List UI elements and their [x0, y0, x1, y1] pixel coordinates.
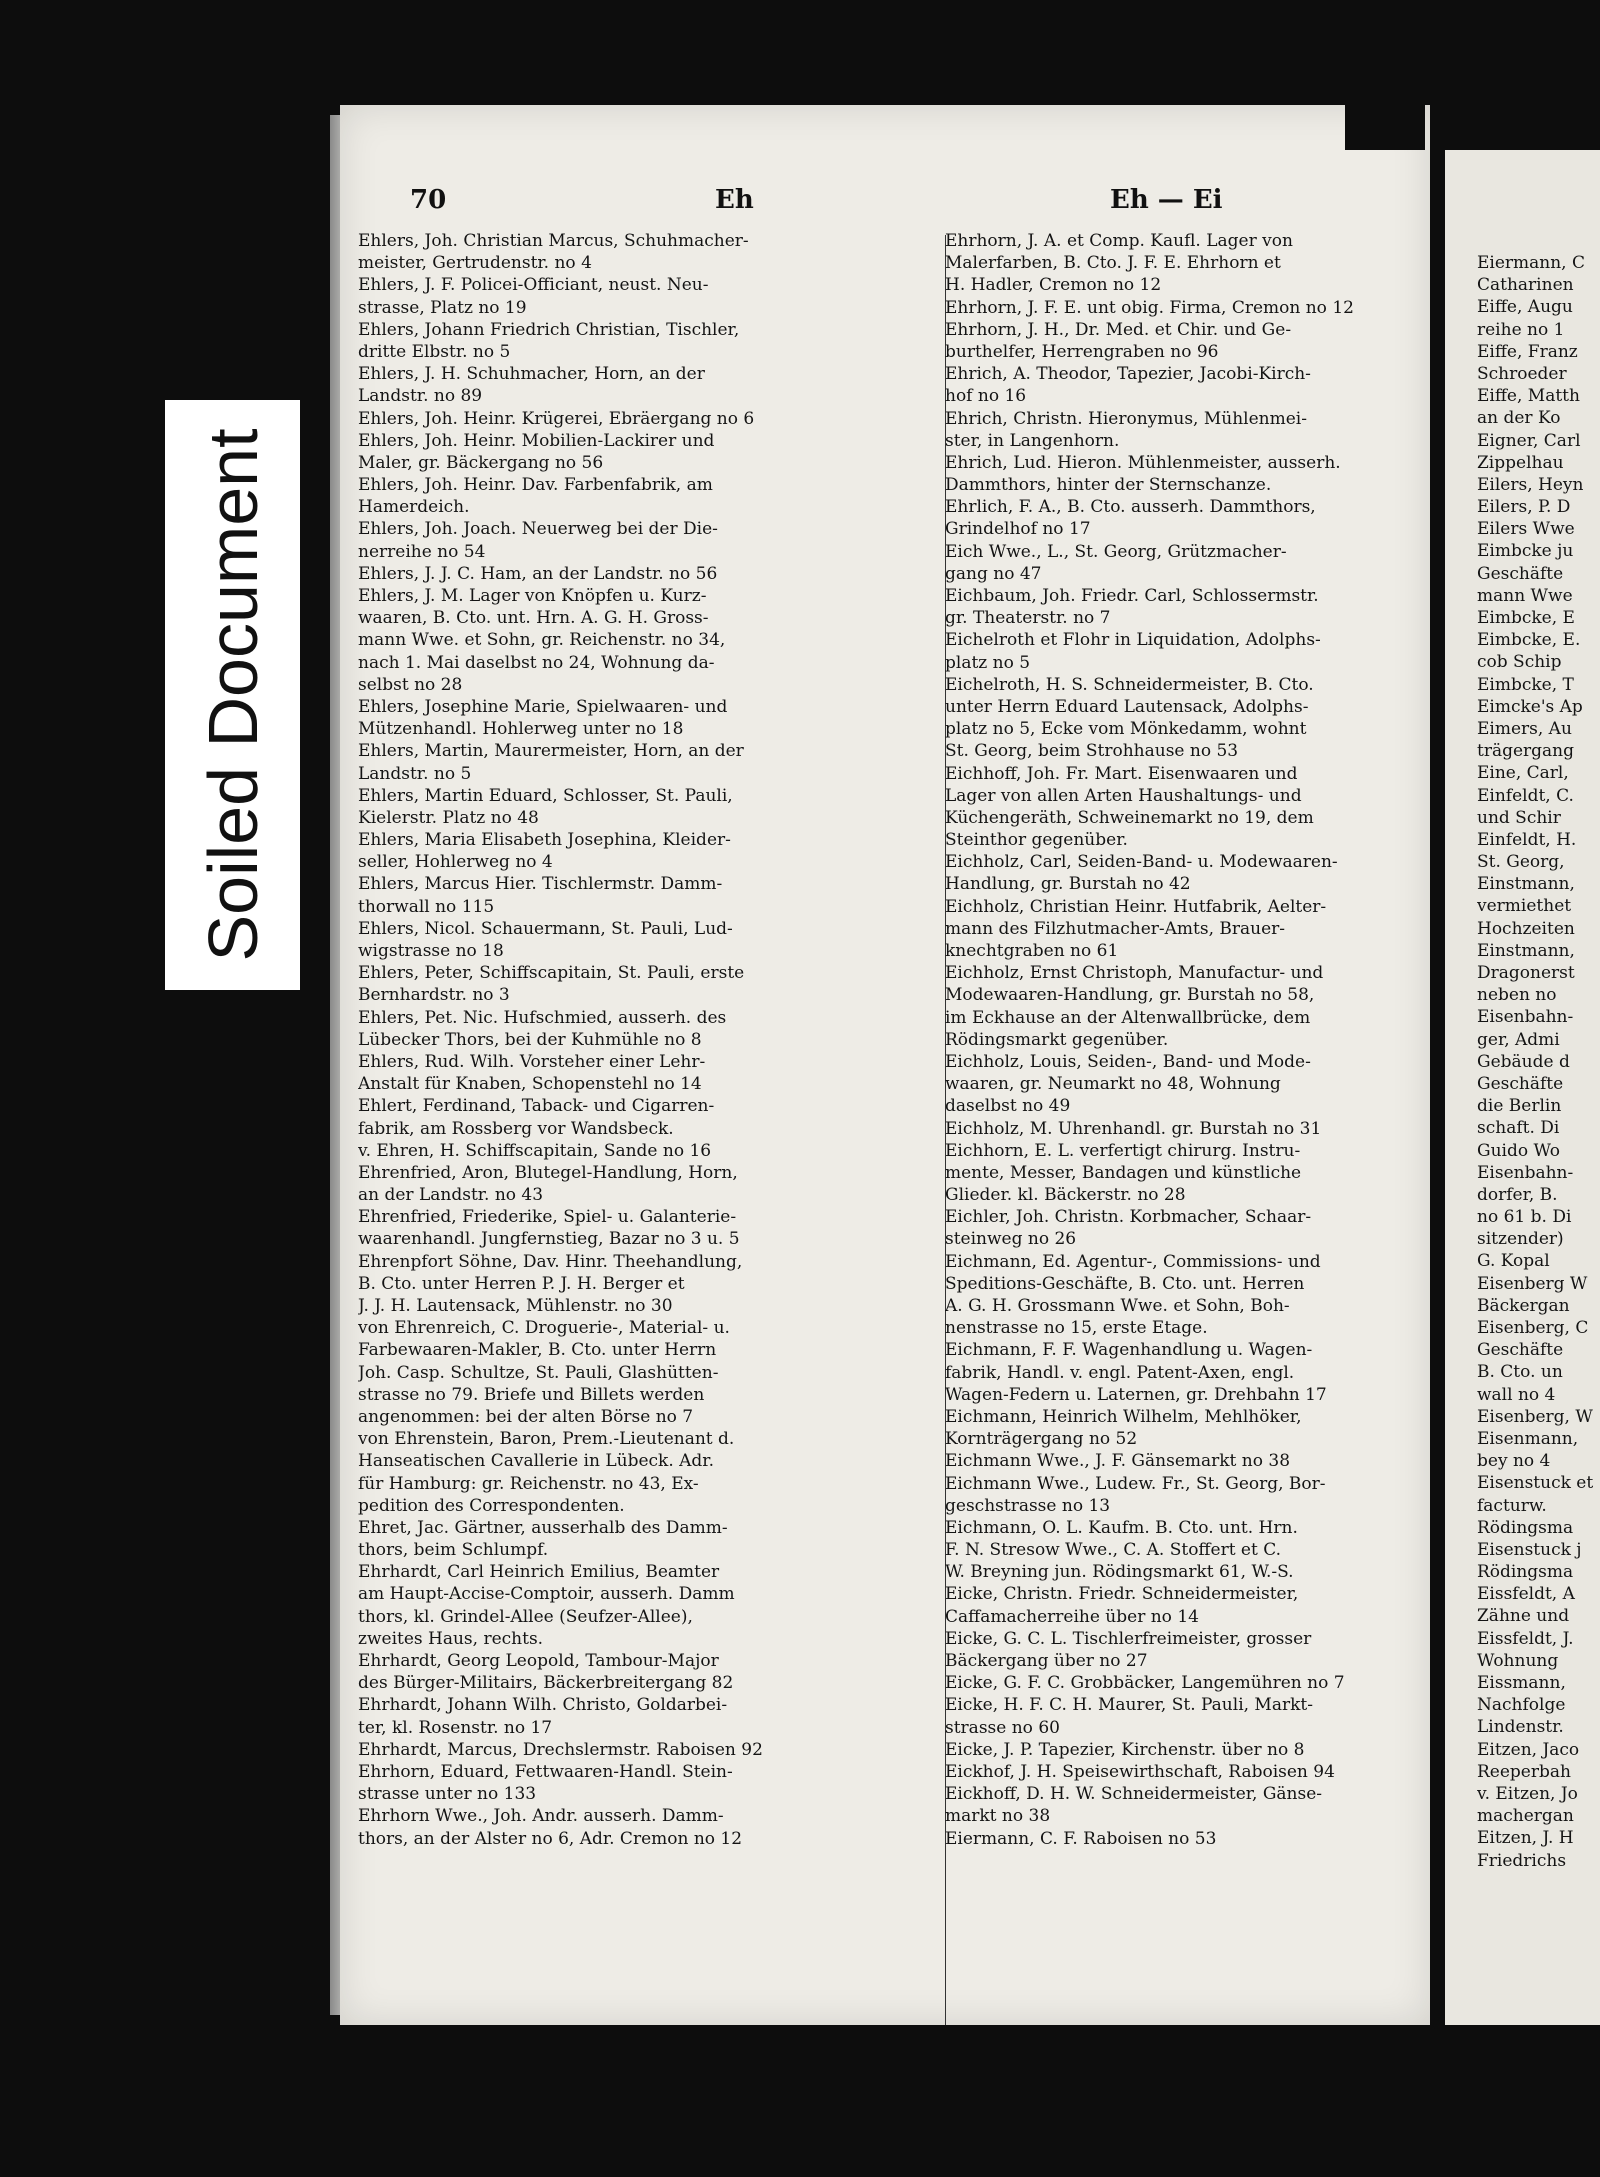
entry-line: Mützenhandl. Hohlerweg unter no 18: [358, 719, 684, 740]
entry-line: Ehlers, J. H. Schuhmacher, Horn, an der: [358, 364, 705, 385]
entry-line: Landstr. no 89: [358, 386, 483, 407]
entry-line: waaren, gr. Neumarkt no 48, Wohnung: [945, 1074, 1281, 1095]
entry-line: im Eckhause an der Altenwallbrücke, dem: [945, 1007, 1311, 1028]
entry-line: geschstrasse no 13: [945, 1495, 1111, 1516]
entry-line: Eichler, Joh. Christn. Korbmacher, Schaar-: [945, 1207, 1312, 1228]
entry-line: hof no 16: [945, 386, 1027, 407]
entry-line: seller, Hohlerweg no 4: [358, 852, 553, 873]
entry-line: Geschäfte: [1477, 1340, 1564, 1361]
entry-line: Caffamacherreihe über no 14: [945, 1606, 1199, 1627]
entry-line: Ehlers, Joh. Joach. Neuerweg bei der Die-: [358, 519, 718, 540]
entry-line: Rödingsma: [1477, 1562, 1574, 1583]
entry-line: Eichmann, Heinrich Wilhelm, Mehlhöker,: [945, 1406, 1302, 1427]
directory-page: [340, 105, 1430, 2025]
entry-line: Eichholz, Louis, Seiden-, Band- und Mode-: [945, 1051, 1311, 1072]
entry-line: strasse no 79. Briefe und Billets werden: [358, 1384, 705, 1405]
running-head-left: Eh: [715, 185, 754, 215]
entry-line: Ehrlich, F. A., B. Cto. ausserh. Dammthors,: [945, 497, 1316, 518]
entry-line: Eiffe, Franz: [1477, 341, 1578, 362]
entry-line: Ehrhardt, Johann Wilh. Christo, Goldarbei-: [358, 1695, 728, 1716]
entry-line: Geschäfte: [1477, 563, 1564, 584]
entry-line: no 61 b. Di: [1477, 1207, 1572, 1228]
entry-line: wall no 4: [1477, 1384, 1556, 1405]
entry-line: Eilers Wwe: [1477, 519, 1575, 540]
entry-line: an der Landstr. no 43: [358, 1185, 544, 1206]
entry-line: Maler, gr. Bäckergang no 56: [358, 452, 604, 473]
entry-line: Eichhorn, E. L. verfertigt chirurg. Instru-: [945, 1140, 1301, 1161]
entry-line: Ehrich, A. Theodor, Tapezier, Jacobi-Kirch-: [945, 364, 1311, 385]
entry-line: Dragonerst: [1477, 963, 1575, 983]
entry-line: dritte Elbstr. no 5: [358, 341, 511, 362]
entry-line: Ehlers, J. F. Policei-Officiant, neust. Neu-: [358, 275, 709, 296]
entry-line: Rödingsma: [1477, 1517, 1574, 1538]
entry-line: Einfeldt, H.: [1477, 829, 1577, 850]
next-page-column: [1477, 252, 1600, 1872]
entry-line: mann Wwe. et Sohn, gr. Reichenstr. no 34,: [358, 630, 726, 651]
entry-line: G. Kopal: [1477, 1251, 1550, 1272]
entry-line: thors, an der Alster no 6, Adr. Cremon no 12: [358, 1828, 743, 1849]
entry-line: Eimbcke, T: [1477, 674, 1574, 695]
entry-line: Eicke, H. F. C. H. Maurer, St. Pauli, Markt-: [945, 1695, 1313, 1716]
entry-line: Eisenstuck et: [1477, 1473, 1594, 1494]
entry-line: ster, in Langenhorn.: [945, 430, 1120, 451]
entry-line: Ehrenfried, Friederike, Spiel- u. Galanterie-: [358, 1207, 737, 1228]
entry-line: Catharinen: [1477, 275, 1574, 296]
entry-line: F. N. Stresow Wwe., C. A. Stoffert et C.: [945, 1540, 1282, 1561]
label-text: Soiled Document: [193, 428, 272, 962]
entry-line: Eisenstuck j: [1477, 1539, 1582, 1560]
entry-line: die Berlin: [1477, 1096, 1562, 1117]
entry-line: Rödingsmarkt gegenüber.: [945, 1029, 1169, 1050]
entry-line: Eimbcke, E.: [1477, 630, 1581, 651]
entry-line: daselbst no 49: [945, 1096, 1071, 1117]
entry-line: Ehrhardt, Marcus, Drechslermstr. Raboisen 92: [358, 1739, 763, 1760]
entry-line: sitzender): [1477, 1229, 1564, 1250]
next-page-edge: [1445, 150, 1600, 2025]
entry-line: nach 1. Mai daselbst no 24, Wohnung da-: [358, 652, 715, 673]
entry-line: Speditions-Geschäfte, B. Cto. unt. Herren: [945, 1273, 1305, 1294]
entry-line: thorwall no 115: [358, 896, 495, 917]
entry-line: Steinthor gegenüber.: [945, 830, 1128, 851]
entry-line: Joh. Casp. Schultze, St. Pauli, Glashütten-: [358, 1362, 719, 1383]
entry-line: Eisenbahn-: [1477, 1007, 1574, 1028]
entry-line: Lindenstr.: [1477, 1717, 1564, 1738]
entry-line: mente, Messer, Bandagen und künstliche: [945, 1162, 1302, 1183]
entry-line: Reeperbah: [1477, 1761, 1571, 1782]
entry-line: Geschäfte: [1477, 1073, 1564, 1094]
entry-line: gr. Theaterstr. no 7: [945, 608, 1111, 629]
entry-line: Bäckergan: [1477, 1295, 1570, 1316]
entry-line: Bernhardstr. no 3: [358, 985, 510, 1006]
entry-line: unter Herrn Eduard Lautensack, Adolphs-: [945, 696, 1309, 717]
entry-line: Ehlers, Joh. Christian Marcus, Schuhmacher-: [358, 231, 749, 251]
entry-line: Eissmann,: [1477, 1673, 1566, 1693]
entry-line: Eisenberg, W: [1477, 1406, 1593, 1427]
entry-line: zweites Haus, rechts.: [358, 1628, 544, 1649]
entry-line: Anstalt für Knaben, Schopenstehl no 14: [358, 1074, 702, 1095]
entry-line: Ehrhardt, Carl Heinrich Emilius, Beamter: [358, 1562, 720, 1583]
entry-line: Eilers, Heyn: [1477, 474, 1584, 495]
entry-line: Ehrenpfort Söhne, Dav. Hinr. Theehandlung,: [358, 1251, 743, 1272]
entry-line: an der Ko: [1477, 408, 1561, 429]
entry-line: Eich Wwe., L., St. Georg, Grützmacher-: [945, 541, 1287, 562]
entry-line: mann Wwe: [1477, 585, 1573, 606]
entry-line: Eimers, Au: [1477, 718, 1572, 739]
entry-line: Zähne und: [1477, 1606, 1570, 1627]
entry-line: Eichelroth, H. S. Schneidermeister, B. Cto.: [945, 674, 1314, 695]
entry-line: Zippelhau: [1477, 452, 1564, 473]
entry-line: Ehlers, Johann Friedrich Christian, Tischler,: [358, 319, 740, 340]
entry-line: mann des Filzhutmacher-Amts, Brauer-: [945, 918, 1286, 939]
entry-line: Eissfeldt, J.: [1477, 1628, 1574, 1649]
entry-line: Eisenberg, C: [1477, 1318, 1589, 1338]
entry-line: B. Cto. un: [1477, 1362, 1563, 1383]
entry-line: Eimcke's Ap: [1477, 696, 1583, 717]
entry-line: bey no 4: [1477, 1451, 1551, 1472]
entry-line: Eichmann, F. F. Wagenhandlung u. Wagen-: [945, 1340, 1313, 1361]
entry-line: nenstrasse no 15, erste Etage.: [945, 1318, 1208, 1339]
entry-line: B. Cto. unter Herren P. J. H. Berger et: [358, 1273, 685, 1294]
soiled-document-label: [165, 400, 300, 990]
entry-line: Eicke, G. C. L. Tischlerfreimeister, grosser: [945, 1628, 1312, 1649]
entry-line: und Schir: [1477, 807, 1561, 828]
entry-line: Eine, Carl,: [1477, 763, 1569, 784]
right-column: [945, 230, 1425, 1850]
entry-line: platz no 5, Ecke vom Mönkedamm, wohnt: [945, 719, 1307, 740]
entry-line: Farbewaaren-Makler, B. Cto. unter Herrn: [358, 1340, 717, 1361]
entry-line: Einstmann,: [1477, 874, 1575, 895]
entry-line: Ehrhorn, Eduard, Fettwaaren-Handl. Stein-: [358, 1761, 733, 1782]
entry-line: Ehrhorn, J. A. et Comp. Kaufl. Lager von: [945, 231, 1293, 251]
entry-line: Eichmann, Ed. Agentur-, Commissions- und: [945, 1251, 1321, 1272]
entry-line: Ehret, Jac. Gärtner, ausserhalb des Damm-: [358, 1517, 728, 1538]
entry-line: pedition des Correspondenten.: [358, 1495, 625, 1516]
entry-line: Hanseatischen Cavallerie in Lübeck. Adr.: [358, 1451, 714, 1472]
entry-line: reihe no 1: [1477, 319, 1565, 340]
entry-line: von Ehrenstein, Baron, Prem.-Lieutenant d.: [358, 1429, 735, 1450]
entry-line: thors, beim Schlumpf.: [358, 1540, 549, 1561]
entry-line: Eichholz, Carl, Seiden-Band- u. Modewaaren-: [945, 852, 1338, 873]
entry-line: trägergang: [1477, 741, 1575, 762]
entry-line: Eiffe, Augu: [1477, 297, 1573, 318]
entry-line: Ehlers, Pet. Nic. Hufschmied, ausserh. des: [358, 1007, 727, 1028]
entry-line: Glieder. kl. Bäckerstr. no 28: [945, 1185, 1186, 1206]
entry-line: wigstrasse no 18: [358, 941, 504, 961]
page-header: [340, 185, 1430, 225]
entry-line: Eiffe, Matth: [1477, 386, 1580, 407]
entry-line: Eitzen, Jaco: [1477, 1739, 1580, 1760]
entry-line: Wohnung: [1477, 1650, 1559, 1671]
entry-line: selbst no 28: [358, 674, 463, 695]
entry-line: Eisenmann,: [1477, 1428, 1579, 1449]
top-tab-marker: [1345, 0, 1425, 150]
entry-line: Eichmann Wwe., Ludew. Fr., St. Georg, Bor-: [945, 1473, 1326, 1494]
entry-line: St. Georg,: [1477, 852, 1565, 873]
entry-line: J. J. H. Lautensack, Mühlenstr. no 30: [358, 1296, 673, 1316]
entry-line: Eicke, J. P. Tapezier, Kirchenstr. über no 8: [945, 1739, 1305, 1760]
entry-line: Malerfarben, B. Cto. J. F. E. Ehrhorn et: [945, 253, 1281, 274]
entry-line: strasse, Platz no 19: [358, 297, 527, 318]
entry-line: fabrik, am Rossberg vor Wandsbeck.: [358, 1118, 674, 1139]
entry-line: vermiethet: [1477, 896, 1572, 917]
entry-line: Kielerstr. Platz no 48: [358, 807, 539, 828]
entry-line: Ehrhorn Wwe., Joh. Andr. ausserh. Damm-: [358, 1806, 724, 1827]
entry-line: strasse unter no 133: [358, 1784, 537, 1805]
entry-line: Gebäude d: [1477, 1051, 1570, 1072]
entry-line: Ehlers, Nicol. Schauermann, St. Pauli, Lud-: [358, 918, 733, 939]
entry-line: Eichholz, M. Uhrenhandl. gr. Burstah no 31: [945, 1118, 1322, 1139]
entry-line: St. Georg, beim Strohhause no 53: [945, 741, 1239, 762]
entry-line: Friedrichs: [1477, 1850, 1567, 1871]
entry-line: cob Schip: [1477, 652, 1562, 673]
entry-line: Ehlers, Marcus Hier. Tischlermstr. Damm-: [358, 874, 723, 895]
entry-line: von Ehrenreich, C. Droguerie-, Material- u.: [358, 1318, 730, 1339]
entry-line: neben no: [1477, 985, 1557, 1006]
entry-line: Eilers, P. D: [1477, 497, 1571, 518]
entry-line: Eichhoff, Joh. Fr. Mart. Eisenwaaren und: [945, 763, 1298, 784]
entry-line: Ehlers, Rud. Wilh. Vorsteher einer Lehr-: [358, 1051, 706, 1072]
entry-line: Eichmann, O. L. Kaufm. B. Cto. unt. Hrn.: [945, 1517, 1298, 1538]
entry-line: Handlung, gr. Burstah no 42: [945, 874, 1191, 895]
entry-line: Eisenbahn-: [1477, 1162, 1574, 1183]
entry-line: nerreihe no 54: [358, 541, 486, 562]
entry-line: burthelfer, Herrengraben no 96: [945, 341, 1219, 362]
entry-line: Einfeldt, C.: [1477, 785, 1574, 806]
entry-line: Ehlers, Maria Elisabeth Josephina, Kleider-: [358, 830, 731, 851]
entry-line: für Hamburg: gr. Reichenstr. no 43, Ex-: [358, 1473, 699, 1494]
entry-line: schaft. Di: [1477, 1118, 1560, 1139]
entry-line: ger, Admi: [1477, 1029, 1560, 1050]
entry-line: Landstr. no 5: [358, 763, 472, 784]
entry-line: Ehrich, Lud. Hieron. Mühlenmeister, ausserh.: [945, 452, 1341, 473]
entry-line: Eisenberg W: [1477, 1273, 1588, 1294]
entry-line: v. Ehren, H. Schiffscapitain, Sande no 16: [358, 1140, 712, 1161]
entry-line: Ehlert, Ferdinand, Taback- und Cigarren-: [358, 1096, 715, 1117]
entry-line: Ehrhorn, J. H., Dr. Med. et Chir. und Ge-: [945, 319, 1292, 340]
entry-line: Eichholz, Ernst Christoph, Manufactur- und: [945, 963, 1324, 984]
entry-line: facturw.: [1477, 1495, 1547, 1516]
running-head-right: Eh — Ei: [1110, 185, 1223, 215]
entry-line: Eiermann, C. F. Raboisen no 53: [945, 1828, 1217, 1849]
page-number: 70: [410, 185, 447, 215]
entry-line: Eimbcke, E: [1477, 608, 1575, 628]
entry-line: steinweg no 26: [945, 1229, 1077, 1250]
entry-line: Bäckergang über no 27: [945, 1651, 1148, 1671]
left-column: [358, 230, 950, 1850]
entry-line: Ehlers, Joh. Heinr. Dav. Farbenfabrik, am: [358, 475, 713, 496]
entry-line: gang no 47: [945, 563, 1042, 584]
entry-line: Eimbcke ju: [1477, 541, 1574, 562]
entry-line: fabrik, Handl. v. engl. Patent-Axen, engl.: [945, 1362, 1295, 1383]
entry-line: Nachfolge: [1477, 1695, 1566, 1716]
entry-line: markt no 38: [945, 1806, 1051, 1827]
entry-line: Lager von allen Arten Haushaltungs- und: [945, 785, 1302, 806]
entry-line: Schroeder: [1477, 363, 1567, 384]
entry-line: machergan: [1477, 1806, 1574, 1827]
entry-line: Eiermann, C: [1477, 253, 1586, 273]
entry-line: Eichbaum, Joh. Friedr. Carl, Schlossermstr.: [945, 586, 1319, 606]
entry-line: Eichholz, Christian Heinr. Hutfabrik, Aelter-: [945, 896, 1327, 917]
entry-line: Eichmann Wwe., J. F. Gänsemarkt no 38: [945, 1451, 1291, 1472]
entry-line: am Haupt-Accise-Comptoir, ausserh. Damm: [358, 1584, 735, 1605]
entry-line: Ehrich, Christn. Hieronymus, Mühlenmei-: [945, 408, 1307, 429]
entry-line: Einstmann,: [1477, 940, 1575, 961]
entry-line: Eissfeldt, A: [1477, 1584, 1575, 1605]
entry-line: Eichelroth et Flohr in Liquidation, Adolphs-: [945, 630, 1321, 651]
entry-line: Eicke, G. F. C. Grobbäcker, Langemühren no 7: [945, 1673, 1345, 1694]
entry-line: dorfer, B.: [1477, 1184, 1558, 1205]
entry-line: W. Breyning jun. Rödingsmarkt 61, W.-S.: [945, 1562, 1294, 1583]
entry-line: Ehrhorn, J. F. E. unt obig. Firma, Cremon no 12: [945, 297, 1354, 318]
entry-line: strasse no 60: [945, 1717, 1060, 1738]
entry-line: Eickhof, J. H. Speisewirthschaft, Raboisen 94: [945, 1761, 1335, 1782]
entry-line: Ehrenfried, Aron, Blutegel-Handlung, Horn,: [358, 1162, 738, 1183]
entry-line: Guido Wo: [1477, 1140, 1561, 1161]
entry-line: Ehlers, Joh. Heinr. Mobilien-Lackirer und: [358, 430, 715, 451]
entry-line: des Bürger-Militairs, Bäckerbreitergang 82: [358, 1673, 734, 1694]
entry-line: Ehlers, Peter, Schiffscapitain, St. Pauli, erste: [358, 963, 745, 984]
entry-line: A. G. H. Grossmann Wwe. et Sohn, Boh-: [945, 1296, 1290, 1316]
entry-line: Hochzeiten: [1477, 918, 1575, 939]
bottom-tab-marker: [1300, 2025, 1380, 2177]
entry-line: Hamerdeich.: [358, 497, 470, 518]
entry-line: Ehlers, Martin Eduard, Schlosser, St. Pauli,: [358, 785, 733, 806]
entry-line: knechtgraben no 61: [945, 941, 1119, 961]
entry-line: Eigner, Carl: [1477, 430, 1581, 451]
entry-line: thors, kl. Grindel-Allee (Seufzer-Allee),: [358, 1606, 693, 1627]
entry-line: angenommen: bei der alten Börse no 7: [358, 1406, 694, 1427]
entry-line: Ehrhardt, Georg Leopold, Tambour-Major: [358, 1651, 719, 1671]
entry-line: Küchengeräth, Schweinemarkt no 19, dem: [945, 807, 1314, 828]
entry-line: Modewaaren-Handlung, gr. Burstah no 58,: [945, 985, 1315, 1006]
entry-line: platz no 5: [945, 652, 1031, 673]
entry-line: Ehlers, Martin, Maurermeister, Horn, an der: [358, 741, 744, 762]
entry-line: v. Eitzen, Jo: [1477, 1783, 1578, 1804]
entry-line: ter, kl. Rosenstr. no 17: [358, 1717, 553, 1738]
entry-line: Eickhoff, D. H. W. Schneidermeister, Gänse-: [945, 1784, 1323, 1805]
entry-line: Eicke, Christn. Friedr. Schneidermeister,: [945, 1584, 1299, 1605]
entry-line: Kornträgergang no 52: [945, 1429, 1138, 1450]
entry-line: Ehlers, Josephine Marie, Spielwaaren- und: [358, 696, 728, 717]
entry-line: H. Hadler, Cremon no 12: [945, 275, 1162, 296]
entry-line: Grindelhof no 17: [945, 519, 1091, 540]
entry-line: meister, Gertrudenstr. no 4: [358, 253, 592, 274]
entry-line: Ehlers, Joh. Heinr. Krügerei, Ebräergang no 6: [358, 408, 755, 429]
entry-line: Ehlers, J. J. C. Ham, an der Landstr. no 56: [358, 563, 718, 584]
entry-line: Eitzen, J. H: [1477, 1828, 1574, 1849]
entry-line: waaren, B. Cto. unt. Hrn. A. G. H. Gross-: [358, 608, 709, 629]
entry-line: Wagen-Federn u. Laternen, gr. Drehbahn 17: [945, 1384, 1327, 1405]
entry-line: Dammthors, hinter der Sternschanze.: [945, 475, 1272, 496]
entry-line: Lübecker Thors, bei der Kuhmühle no 8: [358, 1029, 702, 1050]
entry-line: Ehlers, J. M. Lager von Knöpfen u. Kurz-: [358, 586, 707, 606]
entry-line: waarenhandl. Jungfernstieg, Bazar no 3 u. 5: [358, 1229, 740, 1250]
